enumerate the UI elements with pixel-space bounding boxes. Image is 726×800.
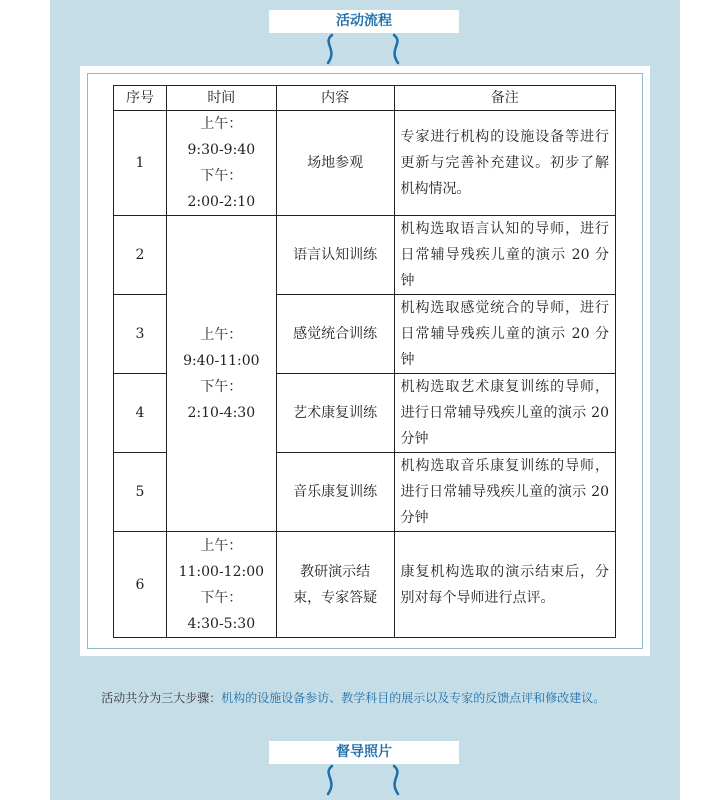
row-no: 6 [114,532,167,638]
header-note: 备注 [394,86,616,111]
row-no: 5 [114,453,167,532]
row-time: 上午： 11:00-12:00 下午： 4:30-5:30 [166,532,276,638]
summary-highlight: 机构的设施设备参访、教学科目的展示以及专家的反馈点评和修改建议。 [221,691,606,705]
row-content: 音乐康复训练 [276,453,394,532]
table-header-row [114,86,616,111]
schedule-table [113,85,616,638]
table-row [114,532,616,638]
row-time: 上午： 9:30-9:40 下午： 2:00-2:10 [166,111,276,216]
swirl-decoration-icon [318,33,408,67]
row-content: 场地参观 [276,111,394,216]
row-note: 专家进行机构的设施设备等进行更新与完善补充建议。初步了解机构情况。 [394,111,616,216]
row-note: 机构选取感觉统合的导师，进行日常辅导残疾儿童的演示 20 分钟 [394,295,616,374]
table-row [114,111,616,216]
row-content: 感觉统合训练 [276,295,394,374]
header-no: 序号 [114,86,167,111]
row-no: 2 [114,216,167,295]
activity-summary [86,684,646,712]
activity-flow-title: 活动流程 [269,10,459,33]
header-content: 内容 [276,86,394,111]
row-note: 机构选取音乐康复训练的导师，进行日常辅导残疾儿童的演示 20 分钟 [394,453,616,532]
row-content: 艺术康复训练 [276,374,394,453]
supervision-photos-title: 督导照片 [269,741,459,764]
row-no: 1 [114,111,167,216]
row-content: 语言认知训练 [276,216,394,295]
row-no: 3 [114,295,167,374]
row-note: 机构选取艺术康复训练的导师，进行日常辅导残疾儿童的演示 20 分钟 [394,374,616,453]
row-note: 康复机构选取的演示结束后，分别对每个导师进行点评。 [394,532,616,638]
swirl-decoration-icon [318,764,408,798]
header-time: 时间 [166,86,276,111]
summary-prefix: 活动共分为三大步骤： [101,691,222,705]
table-row [114,216,616,295]
row-no: 4 [114,374,167,453]
row-note: 机构选取语言认知的导师，进行日常辅导残疾儿童的演示 20 分钟 [394,216,616,295]
row-content: 教研演示结 束，专家答疑 [276,532,394,638]
row-time-merged: 上午： 9:40-11:00 下午： 2:10-4:30 [166,216,276,532]
